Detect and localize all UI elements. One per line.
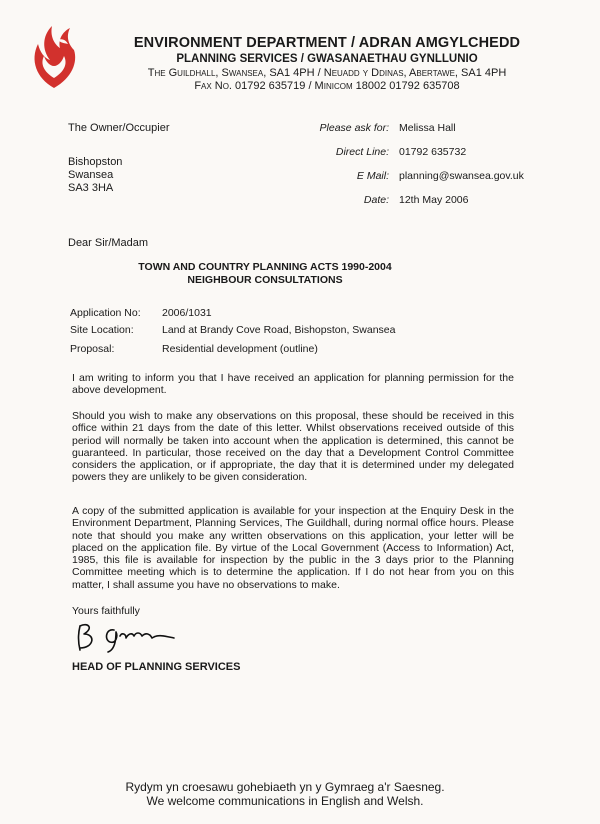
letter-subtitle: NEIGHBOUR CONSULTATIONS <box>187 274 343 286</box>
closing: Yours faithfully <box>72 605 140 617</box>
contact-label: Please ask for: <box>319 122 389 134</box>
services-heading: PLANNING SERVICES / GWASANAETHAU GYNLLUNIO <box>176 53 478 65</box>
body-paragraph: A copy of the submitted application is available for your inspection at the Enquiry Desk in the Environment Department, Planning Services, The Guildhall, during normal office hours. Please note that should you make any written observations on this application, your letter will be placed on the application file. By virtue of the Local Government (Access to Information) Act, 1985, this file is available for inspection by the public in the 3 days prior to the Planning Committee meeting which is to determine the application. If I do not hear from you on this matter, I shall assume you have no observations to make. <box>72 505 514 591</box>
header-contact: Fax No. 01792 635719 / Minicom 18002 01792 635708 <box>194 80 460 92</box>
email-value: planning@swansea.gov.uk <box>399 170 524 182</box>
body-paragraph: I am writing to inform you that I have received an application for planning permission for the above development. <box>72 372 514 397</box>
recipient-name: The Owner/Occupier <box>68 122 170 134</box>
letter-date: 12th May 2006 <box>399 194 469 206</box>
proposal: Residential development (outline) <box>162 343 318 355</box>
department-heading: ENVIRONMENT DEPARTMENT / ADRAN AMGYLCHEDD <box>133 35 521 51</box>
recipient-address <box>68 122 169 195</box>
english-language-notice: We welcome communications in English and Welsh. <box>146 794 424 808</box>
application-label: Application No: <box>70 307 141 319</box>
body-paragraph: Should you wish to make any observations on this proposal, these should be received in this office within 21 days from the date of this letter. Whilst observations received outside of this period will normally be taken into account when the application is determined, this cannot be guaranteed. In particular, those received on the day that a Development Control Committee considers the application, or if appropriate, the day that it is determined under my delegated powers they are unlikely to be given consideration. <box>72 410 514 484</box>
contact-label: E Mail: <box>356 170 389 182</box>
contact-label: Direct Line: <box>335 146 389 158</box>
welsh-language-notice: Rydym yn croesawu gohebiaeth yn y Gymraeg a'r Saesneg. <box>125 780 445 794</box>
swansea-dragon-logo-icon <box>28 22 80 90</box>
contact-label: Date: <box>363 194 389 206</box>
application-label: Proposal: <box>70 343 115 355</box>
contact-value: 01792 635732 <box>399 146 467 158</box>
contact-value: Melissa Hall <box>399 122 456 134</box>
recipient-line: SA3 3HA <box>68 182 114 194</box>
recipient-line: Bishopston <box>68 156 123 168</box>
site-location: Land at Brandy Cove Road, Bishopston, Swansea <box>162 324 396 336</box>
header-address: The Guildhall, Swansea, SA1 4PH / Neuadd y Ddinas, Abertawe, SA1 4PH <box>147 67 507 79</box>
handwritten-signature <box>70 620 180 654</box>
application-number: 2006/1031 <box>162 307 212 319</box>
application-label: Site Location: <box>70 324 134 336</box>
recipient-line: Swansea <box>68 169 114 181</box>
letter-title: TOWN AND COUNTRY PLANNING ACTS 1990-2004 <box>138 261 392 273</box>
signoff-title: HEAD OF PLANNING SERVICES <box>72 661 241 673</box>
salutation: Dear Sir/Madam <box>68 237 149 249</box>
